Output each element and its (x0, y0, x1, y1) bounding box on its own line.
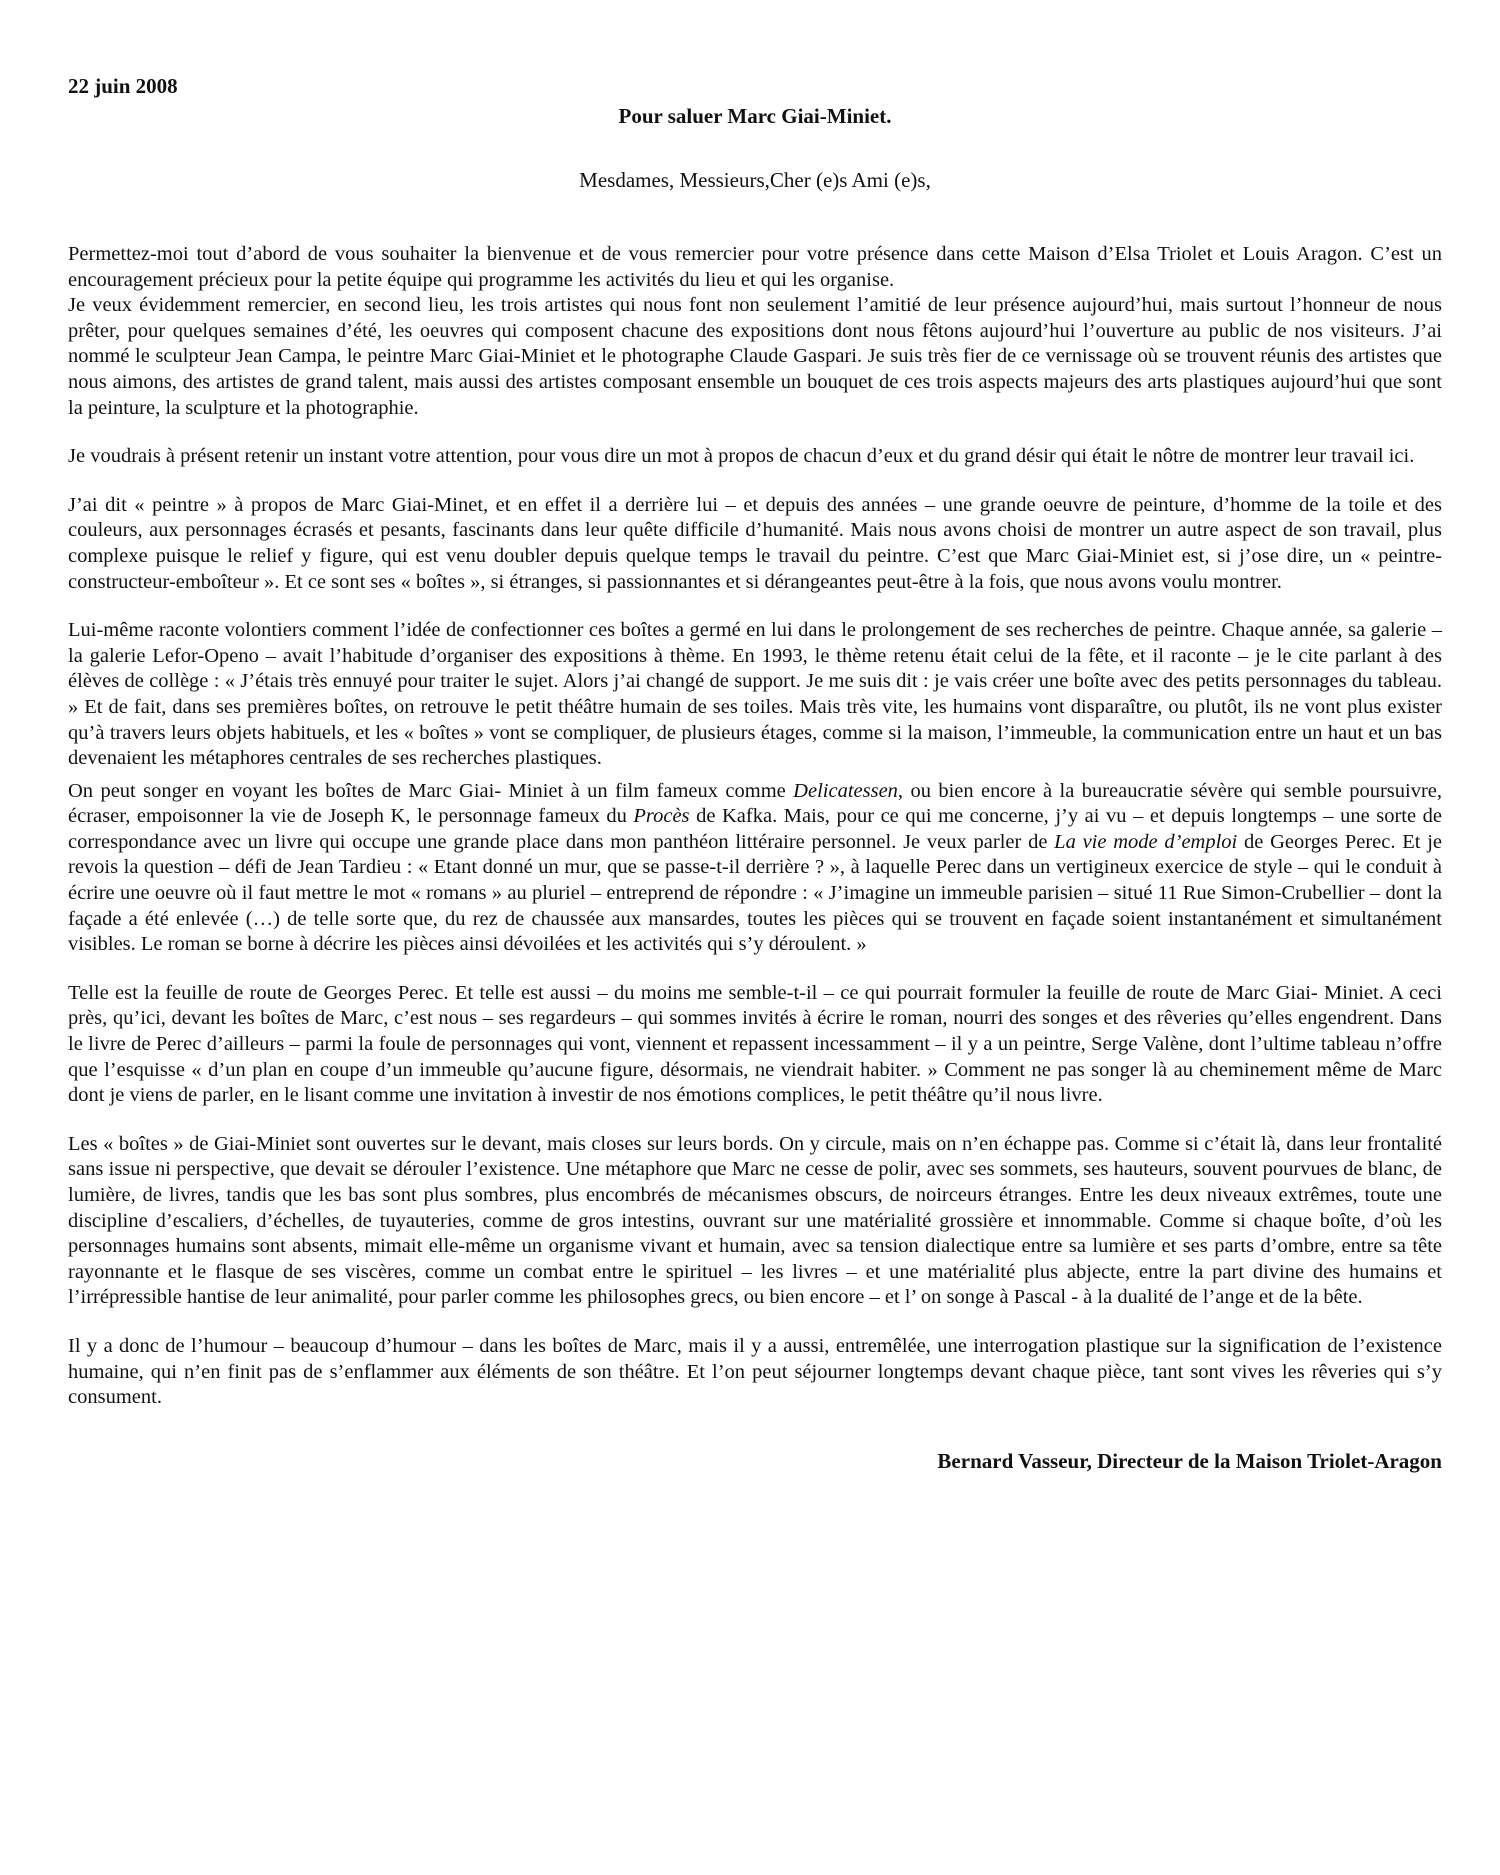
paragraph-8: Il y a donc de l’humour – beaucoup d’humour – dans les boîtes de Marc, mais il y a aussi, entremêlée, une interrogation plastique sur la signification de l’existence humaine, qui n’en finit pas de s’enflammer aux éléments de son théâtre. Et l’on peut séjourner longtemps devant chaque pièce, tant sont vives les rêveries qui s’y consument. (68, 1334, 1442, 1409)
document-page (68, 74, 1442, 1473)
paragraph-5-text-3: de Kafka. Mais, pour ce qui me concerne, j’y ai vu – et depuis longtemps – une sorte de correspondance avec un livre qui occupe une grande place dans mon panthéon littéraire personnel. Je veux parler de (68, 805, 1442, 853)
paragraph-1-part-a: Permettez-moi tout d’abord de vous souhaiter la bienvenue et de vous remercier pour votre présence dans cette Maison d’Elsa Triolet et Louis Aragon. C’est un encouragement précieux pour la petite équipe qui programme les activités du lieu et qui les organise. (68, 243, 1442, 291)
film-title-delicatessen: Delicatessen (793, 779, 898, 802)
paragraph-5-text-4: de Georges Perec. Et je revois la question – défi de Jean Tardieu : « Etant donné un mur, que se passe-t-il derrière ? », à laquelle Perec dans un vertigineux exercice de style – qui le conduit à écrire une oeuvre où il faut mettre le mot « romans » au pluriel – entreprend de répondre : « J’imagine un immeuble parisien – situé 11 Rue Simon-Crubellier – dont la façade a été enlevée (…) de telle sorte que, du rez de chaussée aux mansardes, toutes les pièces qui se trouvent en façade soient instantanément et simultanément visibles. Le roman se borne à décrire les pièces ainsi dévoilées et les activités qui s’y déroulent. » (68, 830, 1442, 956)
greeting: Mesdames, Messieurs,Cher (e)s Ami (e)s, (579, 168, 931, 192)
paragraph-1-part-b: Je veux évidemment remercier, en second lieu, les trois artistes qui nous font non seulement l’amitié de leur présence aujourd’hui, mais surtout l’honneur de nous prêter, pour quelques semaines d’été, les oeuvres qui composent chacune des expositions dont nous fêtons aujourd’hui l’ouverture au public de nos visiteurs. J’ai nommé le sculpteur Jean Campa, le peintre Marc Giai-Miniet et le photographe Claude Gaspari. Je suis très fier de ce vernissage où se trouvent réunis des artistes que nous aimons, des artistes de grand talent, mais aussi des artistes composant ensemble un bouquet de ces trois aspects majeurs des arts plastiques aujourd’hui que sont la peinture, la sculpture et la photographie. (68, 294, 1442, 419)
book-title-proces: Procès (633, 805, 690, 828)
document-title: Pour saluer Marc Giai-Miniet. (618, 104, 892, 128)
signature: Bernard Vasseur, Directeur de la Maison Triolet-Aragon (937, 1448, 1442, 1473)
paragraph-4: Lui-même raconte volontiers comment l’idée de confectionner ces boîtes a germé en lui dans le prolongement de ses recherches de peintre. Chaque année, sa galerie –la galerie Lefor-Openo – avait l’habitude d’organiser des expositions à thème. En 1993, le thème retenu était celui de la fête, et il raconte – je le cite parlant à des élèves de collège : « J’étais très ennuyé pour traiter le sujet. Alors j’ai changé de support. Je me suis dit : je vais créer une boîte avec des petits personnages du tableau. » Et de fait, dans ses premières boîtes, on retrouve le petit théâtre humain de ses toiles. Mais très vite, les humains vont disparaître, ou plutôt, ils ne vont plus exister qu’à travers leurs objets habituels, et les « boîtes » vont se compliquer, de plusieurs étages, comme si la maison, l’immeuble, la communication entre un haut et un bas devenaient les métaphores centrales de ses recherches plastiques. (68, 619, 1442, 770)
paragraph-2: Je voudrais à présent retenir un instant votre attention, pour vous dire un mot à propos de chacun d’eux et du grand désir qui était le nôtre de montrer leur travail ici. (68, 445, 1415, 468)
paragraph-5 (68, 779, 1442, 958)
paragraph-1 (68, 242, 1442, 421)
book-title-la-vie-mode-d-emploi: La vie mode d’emploi (1054, 830, 1238, 853)
paragraph-5-text-2: , ou bien encore à la bureaucratie sévère qui semble poursuivre, écraser, empoisonner la vie de Joseph K, le personnage fameux du (68, 779, 1443, 828)
document-date: 22 juin 2008 (68, 74, 178, 98)
paragraph-5-text-1: On peut songer en voyant les boîtes de Marc Giai- Miniet à un film fameux comme (68, 779, 794, 802)
paragraph-3: J’ai dit « peintre » à propos de Marc Giai-Minet, et en effet il a derrière lui – et depuis des années – une grande oeuvre de peinture, d’homme de la toile et des couleurs, aux personnages écrasés et pesants, fascinants dans leur quête difficile d’humanité. Mais nous avons choisi de montrer un autre aspect de son travail, plus complexe puisque le relief y figure, qui est venu doubler depuis quelque temps le travail du peintre. C’est que Marc Giai-Miniet est, si j’ose dire, un « peintre-constructeur-emboîteur ». Et ce sont ses « boîtes », si étranges, si passionnantes et si dérangeantes peut-être à la fois, que nous avons voulu montrer. (68, 493, 1442, 593)
document-body (68, 242, 1442, 1411)
paragraph-7: Les « boîtes » de Giai-Miniet sont ouvertes sur le devant, mais closes sur leurs bords. On y circule, mais on n’en échappe pas. Comme si c’était là, dans leur frontalité sans issue ni perspective, que devait se dérouler l’existence. Une métaphore que Marc ne cesse de polir, avec ses sommets, ses hauteurs, souvent pourvues de blanc, de lumière, de livres, tandis que les bas sont plus sombres, plus encombrés de mécanismes obscurs, de noirceurs étranges. Entre les deux niveaux extrêmes, toute une discipline d’escaliers, d’échelles, de tuyauteries, comme de gros intestins, ouvrant sur une matérialité grossière et innommable. Comme si chaque boîte, d’où les personnages humains sont absents, mimait elle-même un organisme vivant et humain, avec sa tension dialectique entre sa lumière et ses parts d’ombre, entre sa tête rayonnante et le flasque de ses viscères, comme un combat entre le spirituel – les livres – et une matérialité plus abjecte, entre la part divine des humains et l’irrépressible hantise de leur animalité, pour parler comme les philosophes grecs, ou bien encore – et l’ on songe à Pascal - à la dualité de l’ange et de la bête. (68, 1132, 1442, 1309)
paragraph-6: Telle est la feuille de route de Georges Perec. Et telle est aussi – du moins me semble-t-il – ce qui pourrait formuler la feuille de route de Marc Giai- Miniet. A ceci près, qu’ici, devant les boîtes de Marc, c’est nous – ses regardeurs – qui sommes invités à écrire le roman, nourri des songes et des rêveries qu’elles engendrent. Dans le livre de Perec d’ailleurs – parmi la foule de personnages qui vont, viennent et repassent incessamment – il y a un peintre, Serge Valène, dont l’ultime tableau n’offre que l’esquisse « d’un plan en coupe d’un immeuble qu’aucune figure, désormais, ne viendrait habiter. » Comment ne pas songer là au cheminement même de Marc dont je viens de parler, en le lisant comme une invitation à investir de nos émotions complices, le petit théâtre qu’il nous livre. (68, 981, 1442, 1107)
